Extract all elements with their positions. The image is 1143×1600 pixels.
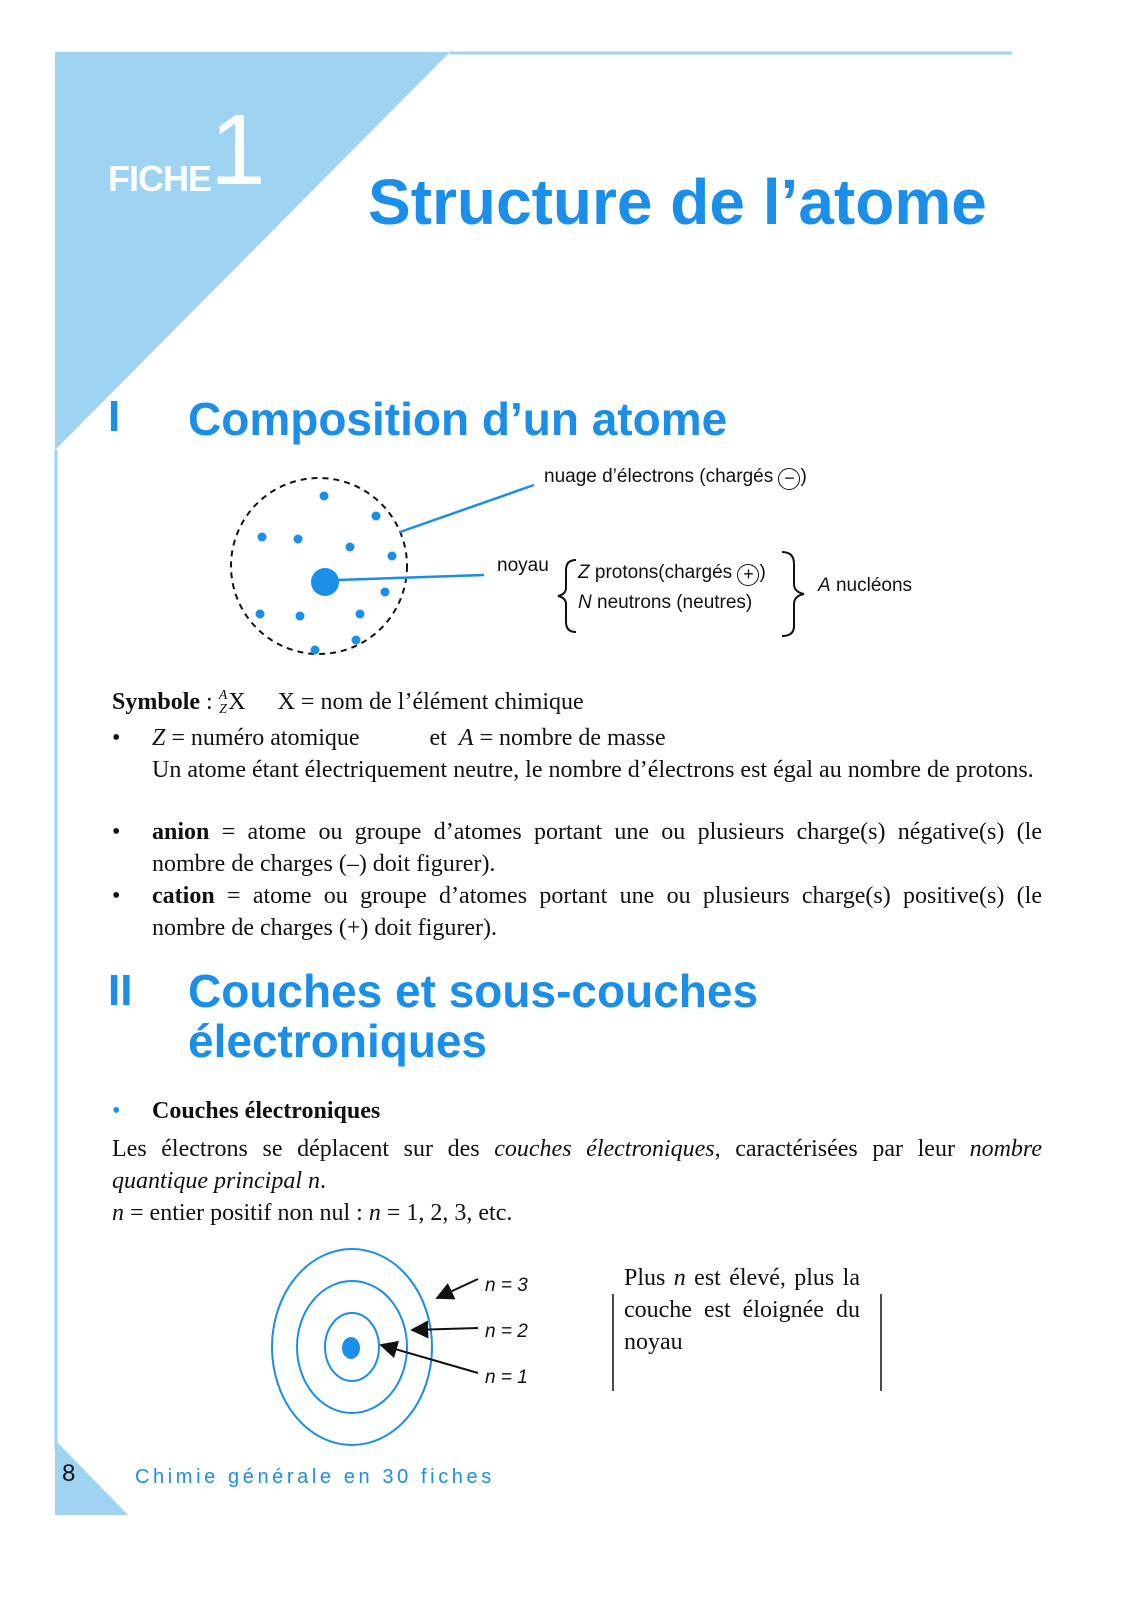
plus-charge-icon: + xyxy=(737,564,759,586)
n-definition: n = entier positif non nul : n = 1, 2, 3, etc. xyxy=(112,1200,513,1226)
section1-number: I xyxy=(108,392,121,441)
cloud-label: nuage d’électrons (chargés − ) xyxy=(544,466,807,488)
fiche-number: 1 xyxy=(210,94,266,206)
shell-label-n2: n = 2 xyxy=(485,1321,528,1342)
page-number: 8 xyxy=(62,1460,76,1487)
book-title: Chimie générale en 30 fiches xyxy=(135,1466,495,1488)
side-note: Plus n est élevé, plus la couche est éloignée du noyau xyxy=(624,1265,860,1355)
fiche-label: FICHE xyxy=(108,158,211,199)
nucleus-label: noyau xyxy=(497,555,549,576)
symbol-notation: A Z xyxy=(218,688,228,718)
bullet-atomic-number: • Z = numéro atomique et A = nombre de masse Un atome étant électriquement neutre, le nombre d’électrons est égal au nombre de protons. xyxy=(112,725,1034,783)
section2-title: Couches et sous-couches électroniques xyxy=(188,965,759,1067)
shells-paragraph: Les électrons se déplacent sur des couches électroniques, caractérisées par leur nombre quantique principal n. xyxy=(112,1136,1043,1194)
bullet-anion: • anion = atome ou groupe d’atomes portant une ou plusieurs charge(s) négative(s) (le nombre de charges (–) doit figurer). xyxy=(112,819,1042,877)
subheading-shells: • Couches électroniques xyxy=(112,1098,381,1124)
minus-charge-icon: − xyxy=(778,468,800,490)
section2-number: II xyxy=(108,966,133,1015)
bullet-cation: • cation = atome ou groupe d’atomes portant une ou plusieurs charge(s) positive(s) (le nombre de charges (+) doit figurer). xyxy=(112,883,1042,941)
section1-title: Composition d’un atome xyxy=(188,393,728,445)
page-title: Structure de l’atome xyxy=(368,166,987,238)
neutrons-label: N neutrons (neutres) xyxy=(578,592,753,613)
shell-label-n1: n = 1 xyxy=(485,1367,528,1388)
protons-label: Z protons(chargés + ) xyxy=(578,562,766,584)
symbol-line: Symbole : A Z X X = nom de l’élément chimique xyxy=(112,688,584,718)
shell-label-n3: n = 3 xyxy=(485,1275,528,1296)
nucleons-label: A nucléons xyxy=(818,575,913,596)
